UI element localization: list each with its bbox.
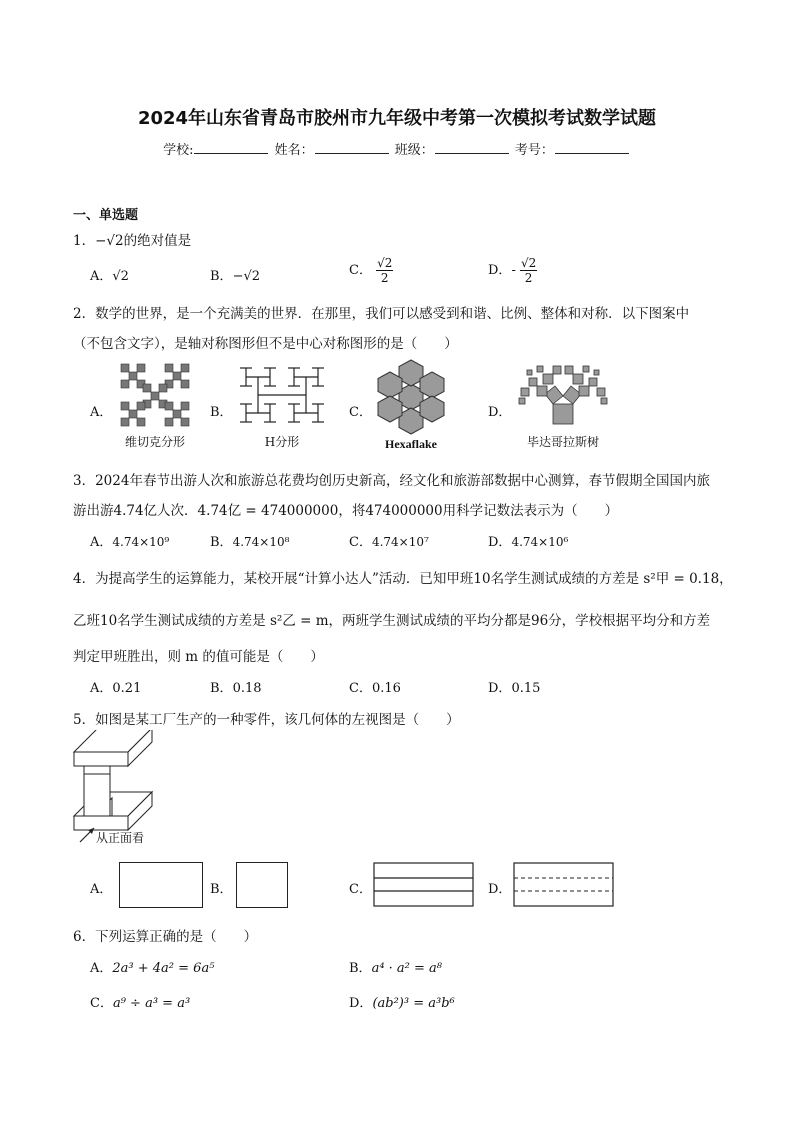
q3-option-d: D．4.74×10⁶ [488, 535, 569, 550]
number-blank [555, 143, 629, 154]
question-1-stem [73, 229, 191, 249]
q6-option-b: B．a⁴ · a² = a⁸ [349, 961, 443, 976]
question-2-line-1: 2．数学的世界，是一个充满美的世界．在那里，我们可以感受到和谐、比例、整体和对称．以下图案中 [73, 306, 690, 322]
h-fractal-figure [234, 362, 330, 428]
q3-option-b: B．4.74×10⁸ [210, 535, 290, 550]
q1-option-c [349, 256, 393, 285]
q1-expr: −√2 [95, 233, 124, 249]
class-label: 班级： [394, 143, 434, 158]
question-3-line-2: 游出游4.74亿人次．4.74亿 = 474000000，将474000000用科学记数法表示为（ ） [73, 503, 619, 519]
vicsek-fractal-figure [119, 362, 191, 428]
option-value: −√2 [232, 269, 261, 284]
q5-option-a-letter: A． [90, 882, 113, 897]
number-label: 考号： [514, 143, 554, 158]
hexaflake-figure [370, 357, 452, 437]
question-4-line-3: 判定甲班胜出，则 m 的值可能是（ ） [73, 649, 324, 665]
name-label: 姓名： [274, 143, 314, 158]
student-info-line [0, 139, 794, 158]
question-6-stem: 6．下列运算正确的是（ ） [73, 929, 258, 945]
q6-option-d: D．(ab²)³ = a³b⁶ [349, 996, 455, 1011]
option-letter: D． [488, 263, 512, 278]
option-value: √2 [112, 269, 129, 284]
q2-option-d-letter: D． [488, 405, 512, 420]
q4-option-c: C．0.16 [349, 681, 401, 696]
fraction: $\frac{√2}{2}$ [377, 256, 393, 285]
q2-option-d-caption: 毕达哥拉斯树 [526, 435, 599, 449]
q5-option-c-letter: C． [349, 882, 372, 897]
fraction: $\frac{√2}{2}$ [520, 256, 537, 285]
q1-option-a [90, 265, 129, 284]
q6-option-a: A．2a³ + 4a² = 6a⁵ [90, 961, 215, 976]
q5-option-b-view [236, 862, 288, 908]
q2-option-a-caption: 维切克分形 [124, 435, 185, 449]
q2-option-b-letter: B． [210, 405, 233, 420]
q4-option-d: D．0.15 [488, 681, 541, 696]
minus-sign: - [511, 263, 516, 278]
q3-option-a: A．4.74×10⁹ [90, 535, 170, 550]
q5-option-b-letter: B． [210, 882, 233, 897]
q1-number: 1． [73, 233, 96, 249]
q5-option-c-view [373, 862, 475, 908]
option-letter: C． [349, 263, 372, 278]
q6-option-c: C．a⁹ ÷ a³ = a³ [90, 996, 191, 1011]
q5-option-d-letter: D． [488, 882, 512, 897]
q5-option-a-view [119, 862, 203, 908]
q2-option-a-letter: A． [90, 405, 113, 420]
class-blank [435, 143, 509, 154]
q1-text: 的绝对值是 [123, 233, 192, 249]
school-label: 学校: [163, 143, 194, 158]
q1-option-d [488, 256, 537, 285]
q2-option-c-letter: C． [349, 405, 372, 420]
q4-option-a: A．0.21 [90, 681, 142, 696]
question-3-line-1: 3．2024年春节出游人次和旅游总花费均创历史新高，经文化和旅游部数据中心测算，春节假期全国国内旅 [73, 473, 710, 489]
view-direction-label: 从正面看 [96, 831, 145, 845]
pythagoras-tree-figure [513, 360, 613, 430]
question-2-line-2: （不包含文字），是轴对称图形但不是中心对称图形的是（ ） [73, 336, 458, 352]
name-blank [315, 143, 389, 154]
question-5-stem: 5．如图是某工厂生产的一种零件，该几何体的左视图是（ ） [73, 712, 460, 728]
q2-option-c-caption: Hexaflake [385, 437, 437, 451]
page-title: 2024年山东省青岛市胶州市九年级中考第一次模拟考试数学试题 [137, 108, 657, 129]
option-letter: A． [90, 269, 113, 284]
q4-option-b: B．0.18 [210, 681, 262, 696]
q1-option-b [210, 265, 260, 284]
question-4-line-2: 乙班10名学生测试成绩的方差是 s²乙 = m，两班学生测试成绩的平均分都是96分，学校根据平均分和方差 [73, 613, 711, 629]
option-letter: B． [210, 269, 233, 284]
section-heading: 一、单选题 [73, 208, 139, 223]
question-4-line-1: 4．为提高学生的运算能力，某校开展“计算小达人”活动．已知甲班10名学生测试成绩的方差是 s²甲 = 0.18， [73, 571, 733, 587]
q3-option-c: C．4.74×10⁷ [349, 535, 429, 550]
school-blank [194, 143, 268, 154]
q5-option-d-view [513, 862, 615, 908]
q2-option-b-caption: H分形 [264, 435, 300, 449]
